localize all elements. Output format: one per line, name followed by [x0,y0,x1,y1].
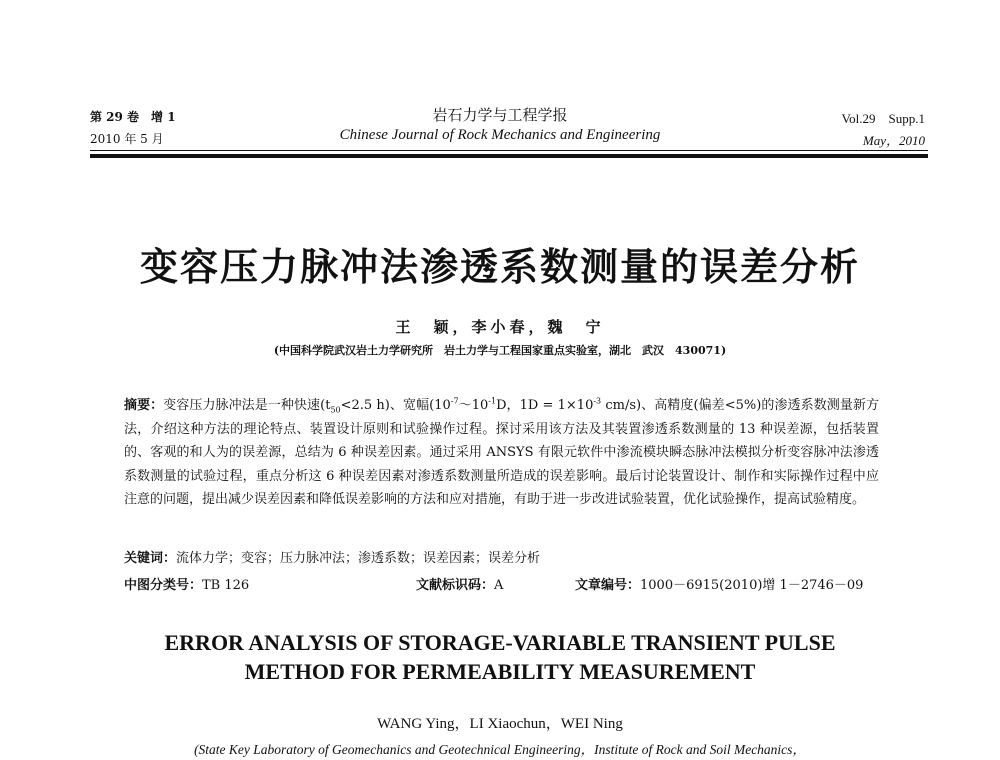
authors-zh: 王 颖，李小春，魏 宁 [395,318,605,336]
article-id: 文章编号：1000－6915(2010)增 1－2746－09 [575,578,864,593]
abstract-label: 摘要： [124,398,164,413]
publication-date: 2010 年 5 月 [90,132,164,146]
header-rule-thick [90,154,928,158]
paper-title-zh: 变容压力脉冲法渗透系数测量的误差分析 [139,245,860,289]
clc-number: 中图分类号：TB 126 [124,578,250,593]
affiliation-zh: (中国科学院武汉岩土力学研究所 岩土力学与工程国家重点实验室，湖北 武汉 430071) [273,344,727,357]
authors-en: WANG Ying，LI Xiaochun，WEI Ning [377,716,623,732]
paper-title-en-line1: ERROR ANALYSIS OF STORAGE-VARIABLE TRANSIENT PULSE [164,630,836,655]
publication-date-en: May，2010 [862,133,925,148]
volume-supp-en: Vol.29 Supp.1 [841,111,925,126]
document-code: 文献标识码：A [416,578,504,593]
paper-title-en-line2: METHOD FOR PERMEABILITY MEASUREMENT [244,659,756,684]
affiliation-en: (State Key Laboratory of Geomechanics and Geotechnical Engineering，Institute of Rock and Soil Mechanics， [194,742,806,757]
journal-title-zh: 岩石力学与工程学报 [432,106,568,124]
keywords [124,547,540,566]
volume-issue: 第 29 卷 增 1 [90,110,176,124]
header-rule-thin [90,150,928,151]
keywords-text: 流体力学；变容；压力脉冲法；渗透系数；误差因素；误差分析 [176,551,541,566]
keywords-label: 关键词： [124,551,177,566]
classification-line [124,574,879,593]
abstract: 摘要：变容压力脉冲法是一种快速($t_{50}<2.5$ h)、宽幅($10^{-7}\sim 10^{-1}D$，$1D = 1\times 10^{-3}$ cm/s)、高精度(偏差<5%)的渗透系数测量新方法，介绍这种方法的理论特点、装置设计原则和试验操作过程。探讨采用该方法及其装置渗透系数测量的 13 种误差源，包括装置的、客观的和人为的误差源，总结为 6 种误差因素。通过采用 ANSYS 有限元软件中渗流模块瞬态脉冲法模拟分析变容脉冲法渗透系数测量的试验过程，重点分析这 6 种误差因素对渗透系数测量所造成的误差影响。最后讨论装置设计、制作和实际操作过程中应注意的问题，提出减少误差因素和降低误差影响的方法和应对措施，有助于进一步改进试验装置，优化试验操作，提高试验精度。 [124,396,880,508]
paper-title-en [0,628,1000,686]
journal-title-en: Chinese Journal of Rock Mechanics and Engineering [339,127,661,143]
